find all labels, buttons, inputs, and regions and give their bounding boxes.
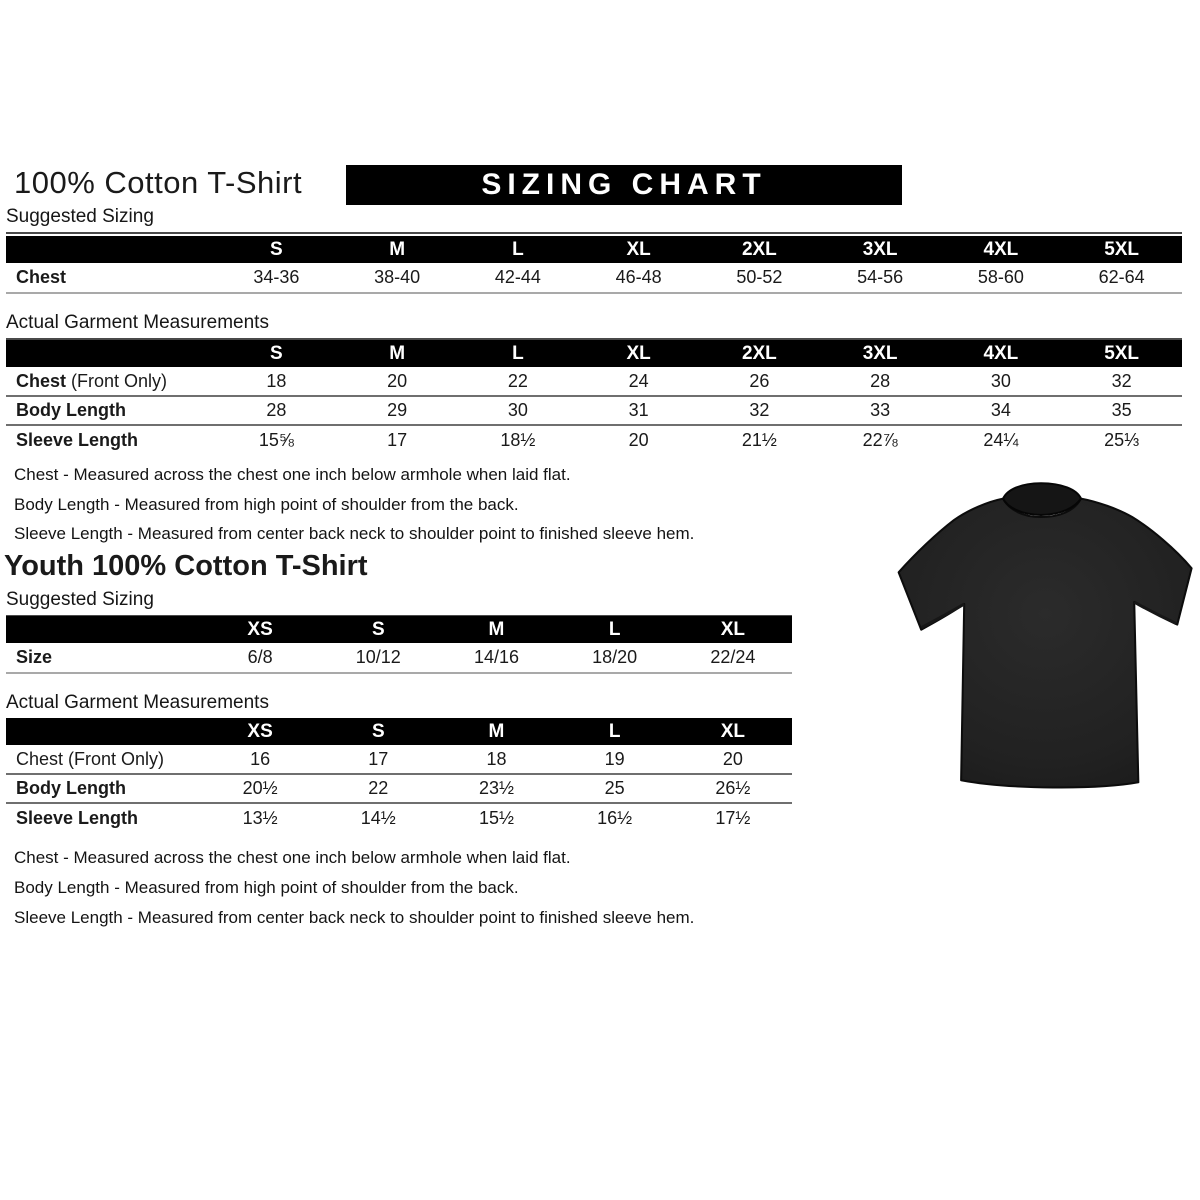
size-column-header: XS: [201, 718, 319, 745]
measurement-cell: 16½: [597, 807, 633, 828]
measurement-cell: 20: [628, 429, 649, 450]
note-sleeve-length: Sleeve Length - Measured from center back neck to shoulder point to finished sleeve hem.: [14, 524, 695, 543]
size-column-header: 3XL: [820, 340, 941, 367]
measurement-row: [6, 643, 792, 673]
measurement-cell: 34: [990, 400, 1011, 420]
measurement-row: [6, 745, 792, 774]
measurement-cell: 20: [387, 370, 408, 391]
row-label: Size: [16, 647, 53, 667]
size-column-header: L: [458, 236, 579, 263]
youth-actual-measurements-label: Actual Garment Measurements: [6, 692, 792, 720]
measurement-cell: 34-36: [253, 267, 300, 287]
measurement-cell: 30: [507, 400, 528, 420]
size-column-header: 5XL: [1061, 236, 1182, 263]
measurement-cell: 25⅓: [1104, 429, 1140, 450]
size-column-header: 4XL: [941, 340, 1062, 367]
youth-actual-measurements-table: [6, 718, 792, 832]
measurement-row: [6, 425, 1182, 454]
measurement-cell: 30: [990, 370, 1011, 391]
measurement-cell: 14/16: [473, 647, 519, 667]
measurement-cell: 22: [368, 778, 389, 798]
note-sleeve-length: Sleeve Length - Measured from center back neck to shoulder point to finished sleeve hem.: [14, 908, 695, 927]
measurement-cell: 16: [250, 748, 271, 769]
size-column-header: 2XL: [699, 236, 820, 263]
youth-suggested-sizing-table: [6, 616, 792, 674]
adult-actual-measurements-label: Actual Garment Measurements: [6, 312, 1182, 340]
measurement-cell: 10/12: [355, 647, 401, 667]
measurement-row: [6, 774, 792, 803]
size-column-header: XL: [674, 616, 792, 643]
youth-suggested-sizing-label: Suggested Sizing: [6, 589, 792, 617]
size-column-header: 4XL: [941, 236, 1062, 263]
row-label: Sleeve Length: [16, 807, 139, 828]
size-column-header: M: [337, 236, 458, 263]
size-column-header: 3XL: [820, 236, 941, 263]
measurement-cell: 20½: [242, 778, 278, 798]
measurement-cell: 31: [628, 400, 649, 420]
row-label: Sleeve Length: [16, 429, 139, 450]
sizing-chart-banner: [346, 165, 902, 205]
note-body-length: Body Length - Measured from high point of shoulder from the back.: [14, 878, 519, 897]
measurement-cell: 26½: [715, 778, 751, 798]
black-tshirt-illustration: [886, 474, 1194, 812]
measurement-cell: 62-64: [1098, 267, 1145, 287]
size-column-header: S: [216, 340, 337, 367]
size-column-header: L: [556, 718, 674, 745]
size-column-header: 2XL: [699, 340, 820, 367]
measurement-cell: 18: [266, 370, 287, 391]
size-column-header: XS: [201, 616, 319, 643]
size-column-header: M: [437, 616, 555, 643]
adult-suggested-sizing-table: [6, 236, 1182, 294]
measurement-cell: 20: [722, 748, 743, 769]
tshirt-product-image: [886, 474, 1194, 812]
measurement-cell: 33: [870, 400, 891, 420]
measurement-cell: 58-60: [977, 267, 1024, 287]
measurement-cell: 15⅝: [258, 429, 294, 450]
measurement-cell: 17: [368, 748, 389, 769]
page-title: 100% Cotton T-Shirt: [14, 165, 303, 200]
row-label: Chest (Front Only): [16, 748, 165, 769]
adult-suggested-sizing-label: Suggested Sizing: [6, 206, 1182, 234]
measurement-cell: 18½: [500, 429, 536, 450]
measurement-cell: 22/24: [710, 647, 756, 667]
tshirt-body: [899, 499, 1192, 788]
measurement-cell: 42-44: [494, 267, 541, 287]
note-chest: Chest - Measured across the chest one inch below armhole when laid flat.: [14, 848, 571, 867]
youth-page-title: Youth 100% Cotton T-Shirt: [4, 550, 368, 582]
size-column-header: 5XL: [1061, 340, 1182, 367]
measurement-cell: 29: [387, 400, 408, 420]
measurement-cell: 28: [870, 370, 891, 391]
row-label: Chest (Front Only): [16, 370, 168, 391]
size-column-header: S: [319, 718, 437, 745]
measurement-cell: 35: [1111, 400, 1132, 420]
measurement-cell: 21½: [741, 429, 777, 450]
measurement-cell: 24¼: [983, 429, 1019, 450]
measurement-cell: 22⅞: [862, 429, 898, 450]
measurement-row: [6, 263, 1182, 293]
size-column-header: M: [337, 340, 458, 367]
measurement-cell: 22: [507, 370, 528, 391]
measurement-row: [6, 803, 792, 832]
measurement-cell: 24: [628, 370, 649, 391]
measurement-cell: 18/20: [592, 647, 638, 667]
measurement-cell: 32: [749, 400, 770, 420]
size-column-header: S: [319, 616, 437, 643]
measurement-cell: 13½: [242, 807, 278, 828]
measurement-cell: 18: [486, 748, 507, 769]
measurement-row: [6, 396, 1182, 425]
youth-measurement-notes: [14, 843, 694, 933]
measurement-cell: 32: [1111, 370, 1132, 391]
measurement-row: [6, 367, 1182, 396]
measurement-cell: 38-40: [374, 267, 421, 287]
measurement-cell: 14½: [360, 807, 396, 828]
row-label: Chest: [16, 267, 67, 287]
size-column-header: L: [556, 616, 674, 643]
measurement-cell: 19: [604, 748, 625, 769]
header-label-spacer: [6, 340, 216, 367]
size-column-header: M: [437, 718, 555, 745]
header-label-spacer: [6, 718, 201, 745]
measurement-cell: 50-52: [736, 267, 783, 287]
row-label: Body Length: [16, 778, 126, 798]
size-column-header: XL: [578, 236, 699, 263]
size-column-header: XL: [674, 718, 792, 745]
measurement-cell: 17½: [715, 807, 751, 828]
measurement-cell: 26: [749, 370, 770, 391]
adult-measurement-notes: [14, 460, 694, 549]
measurement-cell: 23½: [478, 778, 514, 798]
header-label-spacer: [6, 236, 216, 263]
header-label-spacer: [6, 616, 201, 643]
note-chest: Chest - Measured across the chest one inch below armhole when laid flat.: [14, 465, 571, 484]
measurement-cell: 25: [604, 778, 625, 798]
measurement-cell: 15½: [478, 807, 514, 828]
row-label: Body Length: [16, 400, 126, 420]
note-body-length: Body Length - Measured from high point of shoulder from the back.: [14, 494, 519, 514]
measurement-cell: 28: [266, 400, 287, 420]
measurement-cell: 54-56: [857, 267, 904, 287]
measurement-cell: 46-48: [615, 267, 662, 287]
adult-actual-measurements-table: [6, 340, 1182, 454]
size-column-header: L: [458, 340, 579, 367]
measurement-cell: 6/8: [247, 647, 273, 667]
size-column-header: XL: [578, 340, 699, 367]
measurement-cell: 17: [387, 429, 408, 450]
sizing-chart-banner-text: SIZING CHART: [481, 168, 767, 201]
size-column-header: S: [216, 236, 337, 263]
